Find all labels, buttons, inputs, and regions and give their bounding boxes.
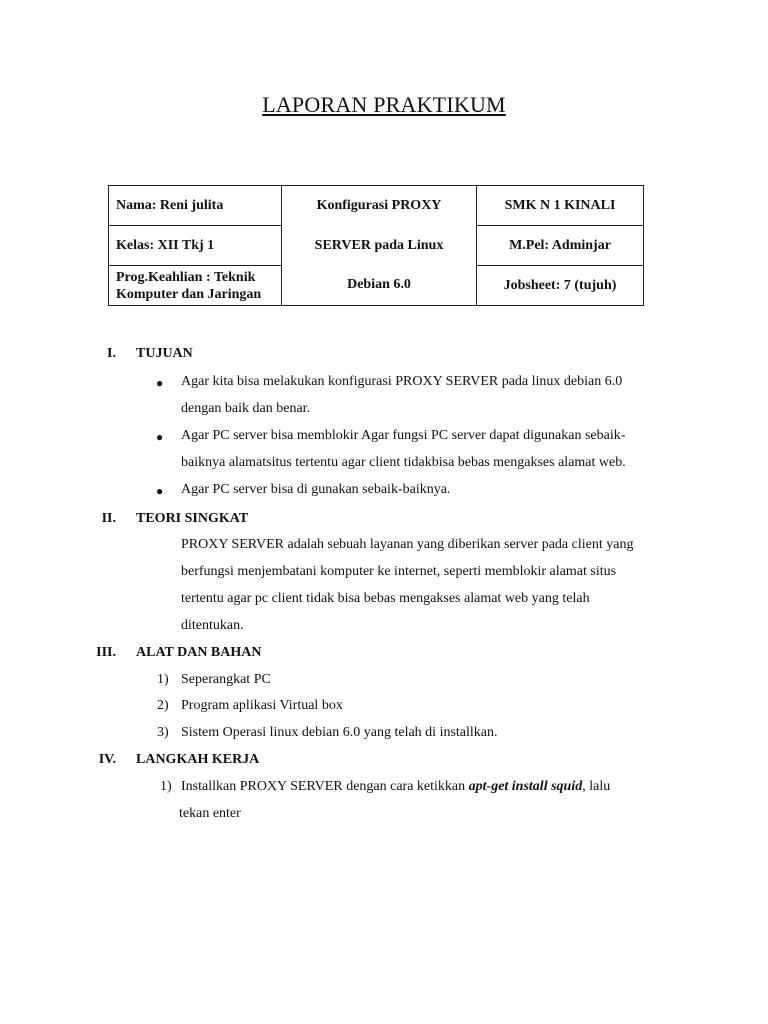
- section-title: TUJUAN: [136, 346, 193, 361]
- program-line-1: Prog.Keahlian : Teknik: [116, 269, 256, 285]
- step-text-before: Installkan PROXY SERVER dengan cara ketikkan: [181, 779, 469, 794]
- theory-paragraph: [181, 531, 633, 639]
- step-number: 1): [160, 779, 172, 794]
- table-row: [109, 266, 644, 306]
- list-item-line: dengan baik dan benar.: [181, 401, 311, 416]
- bullet-icon: ●: [156, 376, 164, 390]
- table-cell-topic: Debian 6.0: [282, 266, 477, 306]
- list-item: Sistem Operasi linux debian 6.0 yang telah di installkan.: [181, 725, 498, 740]
- table-row: [109, 186, 644, 226]
- list-item: [181, 476, 450, 503]
- list-item: [181, 422, 626, 476]
- list-number: 2): [157, 698, 169, 713]
- list-item: Program aplikasi Virtual box: [181, 698, 343, 713]
- list-number: 3): [157, 725, 169, 740]
- step-text-after: , lalu: [582, 779, 611, 794]
- list-number: 1): [157, 672, 169, 687]
- table-cell-name: Nama: Reni julita: [109, 186, 282, 226]
- page-title: LAPORAN PRAKTIKUM: [262, 92, 506, 117]
- bullet-icon: ●: [156, 430, 164, 444]
- section-number: II.: [101, 511, 116, 526]
- table-cell-program: [109, 266, 282, 306]
- program-line-2: Komputer dan Jaringan: [116, 286, 262, 302]
- paragraph-line: tertentu agar pc client tidak bisa bebas mengakses alamat web yang telah: [181, 591, 590, 606]
- section-number: III.: [96, 645, 116, 660]
- paragraph-line: ditentukan.: [181, 618, 244, 633]
- paragraph-line: PROXY SERVER adalah sebuah layanan yang diberikan server pada client yang: [181, 537, 634, 552]
- list-item-line: baiknya alamatsitus tertentu agar client tidakbisa bebas mengakses alamat web.: [181, 455, 626, 470]
- list-item-line: Agar PC server bisa memblokir Agar fungsi PC server dapat digunakan sebaik-: [181, 428, 626, 443]
- table-cell-topic: SERVER pada Linux: [282, 226, 477, 266]
- paragraph-line: berfungsi menjembatani komputer ke internet, seperti memblokir alamat situs: [181, 564, 617, 579]
- bullet-icon: ●: [156, 484, 164, 498]
- list-item: [181, 368, 622, 422]
- step-text-line-2: tekan enter: [179, 806, 241, 821]
- table-cell-class: Kelas: XII Tkj 1: [109, 226, 282, 266]
- section-title: LANGKAH KERJA: [136, 752, 260, 767]
- list-item: Seperangkat PC: [181, 672, 271, 687]
- info-table: [108, 185, 644, 306]
- section-number: I.: [107, 346, 116, 361]
- table-cell-topic: Konfigurasi PROXY: [282, 186, 477, 226]
- table-cell-school: SMK N 1 KINALI: [477, 186, 644, 226]
- section-title: ALAT DAN BAHAN: [136, 645, 262, 660]
- list-item-line: Agar PC server bisa di gunakan sebaik-baiknya.: [181, 482, 451, 497]
- command-text: apt-get install squid: [468, 779, 583, 794]
- section-number: IV.: [98, 752, 116, 767]
- step-text: [181, 779, 610, 795]
- table-cell-subject: M.Pel: Adminjar: [477, 226, 644, 266]
- table-cell-jobsheet: Jobsheet: 7 (tujuh): [477, 266, 644, 306]
- table-row: [109, 226, 644, 266]
- list-item-line: Agar kita bisa melakukan konfigurasi PROXY SERVER pada linux debian 6.0: [181, 374, 623, 389]
- section-title: TEORI SINGKAT: [136, 511, 249, 526]
